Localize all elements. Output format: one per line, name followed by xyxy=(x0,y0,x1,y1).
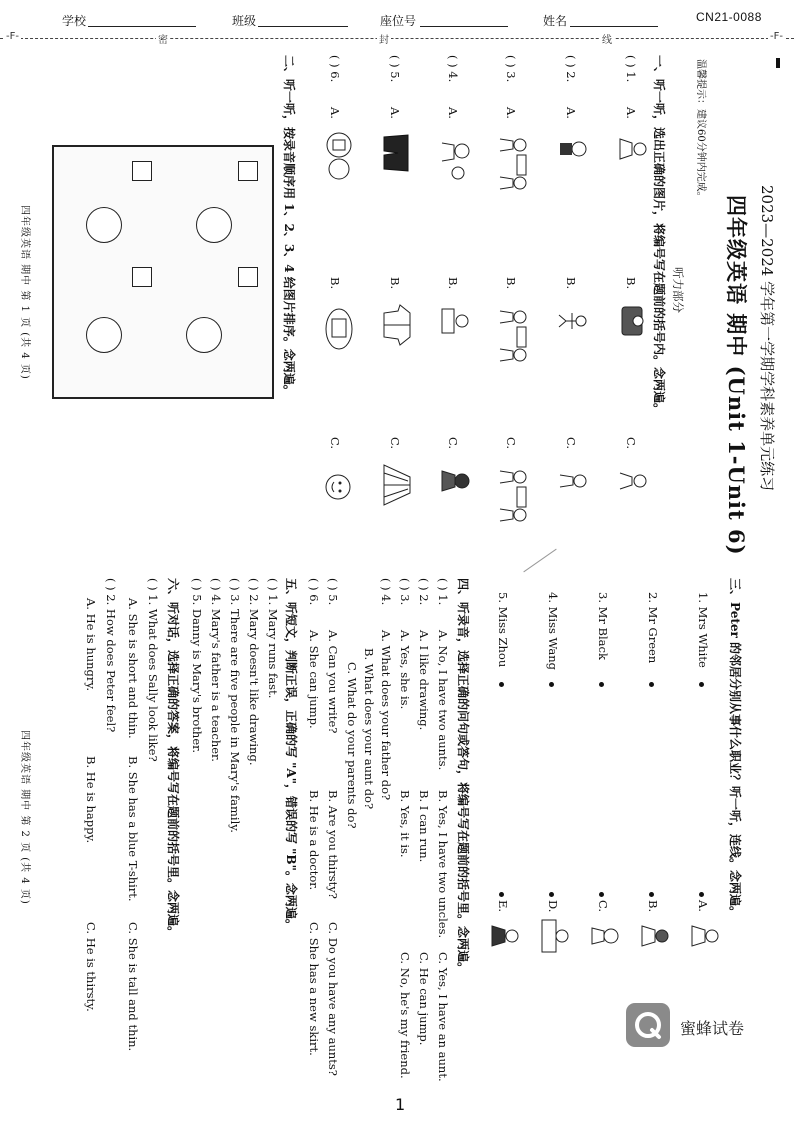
school-field[interactable] xyxy=(88,26,196,27)
s3-person-4: 4. Miss Wang xyxy=(546,592,560,670)
match-dot[interactable] xyxy=(699,682,704,687)
s1-item-1-number: ( ) 1. xyxy=(624,55,638,83)
match-dot[interactable] xyxy=(599,682,604,687)
s1-item-6-opt-a: A. xyxy=(328,107,342,119)
answer-box[interactable] xyxy=(238,267,258,287)
match-dot[interactable] xyxy=(549,892,554,897)
s4-item-6-number: ( ) 6. xyxy=(307,578,321,606)
match-dot[interactable] xyxy=(649,892,654,897)
section4-heading: 四、听录音，选择正确的问句或答句，将编号写在题前的括号里。念两遍。 xyxy=(456,578,470,975)
s1-item-5-opt-b: B. xyxy=(388,277,402,290)
worker-picture xyxy=(690,918,720,954)
s4-item-1-opt-b: B. Yes, I have two uncles. xyxy=(436,790,450,939)
s3-person-1: 1. Mrs White xyxy=(696,592,710,668)
s4-item-1-opt-c: C. Yes, I have an aunt. xyxy=(436,952,450,1082)
s1-item-4-opt-b: B. xyxy=(446,277,460,290)
kids-picture xyxy=(498,303,528,373)
kid-figure xyxy=(86,317,122,353)
s4-item-2-opt-b: B. I can run. xyxy=(417,790,431,863)
s6-item-1-question: ( ) 1. What does Sally look like? xyxy=(146,578,160,762)
s3-person-2: 2. Mr Green xyxy=(646,592,660,664)
page1-note: 温馨提示：建议60分钟内完成。 xyxy=(695,59,706,202)
cut-left-mark: -F- xyxy=(6,31,19,42)
match-dot[interactable] xyxy=(599,892,604,897)
s1-item-2-opt-b: B. xyxy=(564,277,578,290)
s1-item-4-opt-a: A. xyxy=(446,107,460,119)
s6-item-2-question: ( ) 2. How does Peter feel? xyxy=(104,578,118,733)
s4-item-5-opt-b: B. Are you thirsty? xyxy=(326,790,340,899)
skirt-picture xyxy=(382,463,412,507)
s5-item-5: ( ) 5. Danny is Mary's brother. xyxy=(190,578,204,754)
s1-item-4-opt-c: C. xyxy=(446,437,460,450)
match-dot[interactable] xyxy=(549,682,554,687)
s3-person-5: 5. Miss Zhou xyxy=(496,592,510,668)
bread-picture xyxy=(324,303,354,353)
kid-figure xyxy=(86,207,122,243)
s6-item-1-opt-c: C. She is tall and thin. xyxy=(126,922,140,1052)
s3-pic-a-label: A. xyxy=(696,900,710,912)
section3-heading: 三、Peter 的邻居分别从事什么职业？听一听，连线。念两遍。 xyxy=(728,578,742,919)
s1-item-1-opt-a: A. xyxy=(624,107,638,119)
s4-item-5-opt-c: C. Do you have any aunts? xyxy=(326,922,340,1076)
s4-item-5-number: ( ) 5. xyxy=(326,578,340,606)
exam-page-2 xyxy=(0,570,794,1082)
match-dot[interactable] xyxy=(499,682,504,687)
name-field[interactable] xyxy=(570,26,658,27)
kid-figure xyxy=(196,207,232,243)
s1-item-6-opt-c: C. xyxy=(328,437,342,450)
person-picture xyxy=(440,303,470,339)
answer-box[interactable] xyxy=(238,161,258,181)
person-picture xyxy=(440,131,470,191)
kids-picture xyxy=(498,463,528,533)
s3-pic-d-label: D. xyxy=(546,900,560,913)
person-picture xyxy=(618,131,648,167)
section2-heading: 二、听一听，按录音顺序用 1、2、3、4 给图片排序。念两遍。 xyxy=(282,55,296,397)
seat-field[interactable] xyxy=(420,26,508,27)
person-picture xyxy=(558,463,588,499)
match-dot[interactable] xyxy=(649,682,654,687)
class-label: 班级 xyxy=(232,14,257,28)
cut-char-mi: 密 xyxy=(156,31,170,46)
cut-char-feng: 封 xyxy=(377,31,391,46)
s1-item-1-opt-b: B. xyxy=(624,277,638,290)
s4-item-6-opt-a: A. She can jump. xyxy=(307,630,321,729)
s3-pic-c-label: C. xyxy=(596,900,610,913)
s4-item-2-opt-a: A. I like drawing. xyxy=(417,630,431,731)
s5-item-3: ( ) 3. There are five people in Mary's family. xyxy=(228,578,242,833)
worker-picture xyxy=(590,918,620,954)
name-label: 姓名 xyxy=(543,14,568,28)
s6-item-2-opt-c: C. He is thirsty. xyxy=(84,922,98,1012)
worker-picture xyxy=(640,918,670,954)
class-field[interactable] xyxy=(258,26,348,27)
page1-subtitle: 四年级英语 期中 (Unit 1-Unit 6) xyxy=(724,195,749,556)
worker-picture xyxy=(540,918,570,954)
person-picture xyxy=(558,131,588,167)
s4-item-1-number: ( ) 1. xyxy=(436,578,450,606)
s1-item-3-opt-c: C. xyxy=(504,437,518,450)
watermark-text: 蜜蜂试卷 xyxy=(680,1019,745,1038)
match-dot[interactable] xyxy=(699,892,704,897)
s1-item-1-opt-c: C. xyxy=(624,437,638,450)
section6-heading: 六、听对话，选择正确的答案，将编号写在题前的括号里。念两遍。 xyxy=(166,578,180,939)
s1-item-2-opt-a: A. xyxy=(564,107,578,119)
s4-item-4-number: ( ) 4. xyxy=(379,578,393,606)
s3-pic-b-label: B. xyxy=(646,900,660,913)
section5-heading: 五、听短文，判断正误，正确的写 "A"，错误的写 "B"。念两遍。 xyxy=(284,578,298,931)
listening-part-label: 听力部分 xyxy=(671,267,685,313)
person-picture xyxy=(440,463,470,499)
s3-person-3: 3. Mr Black xyxy=(596,592,610,660)
match-dot[interactable] xyxy=(499,892,504,897)
s4-item-4-opt-a: A. What does your father do? xyxy=(379,630,393,801)
page1-footer: 四年级英语 期中 第 1 页 (共 4 页) xyxy=(19,205,30,380)
person-picture xyxy=(618,463,648,499)
cut-right-mark: -F- xyxy=(770,31,783,42)
s3-pic-e-label: E. xyxy=(496,900,510,913)
s1-item-5-opt-a: A. xyxy=(388,107,402,119)
kid-figure xyxy=(186,317,222,353)
page-number: 1 xyxy=(395,1095,406,1114)
s4-item-6-opt-c: C. She has a new skirt. xyxy=(307,922,321,1056)
cut-dash-line xyxy=(0,38,794,39)
s1-item-6-number: ( ) 6. xyxy=(328,55,342,83)
ordering-scene-picture xyxy=(52,145,274,399)
s4-item-3-opt-b: B. Yes, it is. xyxy=(398,790,412,858)
s6-item-1-opt-a: A. She is short and thin. xyxy=(126,598,140,739)
s1-item-5-opt-c: C. xyxy=(388,437,402,450)
worker-picture xyxy=(490,918,520,954)
seat-label: 座位号 xyxy=(380,14,417,28)
page2-footer: 四年级英语 期中 第 2 页 (共 4 页) xyxy=(19,730,30,905)
s5-item-2: ( ) 2. Mary doesn't like drawing. xyxy=(247,578,261,766)
answer-box[interactable] xyxy=(132,161,152,181)
s4-item-1-opt-a: A. No, I have two aunts. xyxy=(436,630,450,771)
s5-item-4: ( ) 4. Mary's father is a teacher. xyxy=(209,578,223,762)
s5-item-1: ( ) 1. Mary runs fast. xyxy=(266,578,280,699)
s4-item-4-opt-c: C. What do your parents do? xyxy=(345,662,359,829)
shorts-picture xyxy=(382,131,412,175)
kids-picture xyxy=(498,131,528,201)
s4-item-4-opt-b: B. What does your aunt do? xyxy=(362,648,376,810)
s4-item-3-opt-c: C. No, he's my friend. xyxy=(398,952,412,1079)
cut-char-xian: 线 xyxy=(600,31,614,46)
s4-item-3-number: ( ) 3. xyxy=(398,578,412,606)
s4-item-2-number: ( ) 2. xyxy=(417,578,431,606)
s6-item-2-opt-a: A. He is hungry. xyxy=(84,598,98,692)
s4-item-3-opt-a: A. Yes, she is. xyxy=(398,630,412,710)
bee-logo-icon xyxy=(626,1003,670,1047)
s4-item-2-opt-c: C. He can jump. xyxy=(417,952,431,1046)
s6-item-2-opt-b: B. He is happy. xyxy=(84,756,98,844)
person-picture xyxy=(558,303,588,339)
s4-item-6-opt-b: B. He is a doctor. xyxy=(307,790,321,891)
person-picture xyxy=(618,303,648,339)
cup-picture xyxy=(324,131,354,181)
s6-item-1-opt-b: B. She has a blue T-shirt. xyxy=(126,756,140,902)
s1-item-3-opt-a: A. xyxy=(504,107,518,119)
answer-box[interactable] xyxy=(132,267,152,287)
section1-heading: 一、听一听，选出正确的图片，将编号写在题前的括号内。念两遍。 xyxy=(652,55,666,416)
s1-item-6-opt-b: B. xyxy=(328,277,342,290)
s1-item-4-number: ( ) 4. xyxy=(446,55,460,83)
s4-item-5-opt-a: A. Can you write? xyxy=(326,630,340,734)
school-label: 学校 xyxy=(62,14,87,28)
s1-item-3-opt-b: B. xyxy=(504,277,518,290)
s1-item-2-number: ( ) 2. xyxy=(564,55,578,83)
page1-title: 2023—2024 学年第一学期学科素养单元练习 xyxy=(758,185,776,492)
paper-code: CN21-0088 xyxy=(696,10,762,24)
s1-item-2-opt-c: C. xyxy=(564,437,578,450)
coat-picture xyxy=(382,303,412,347)
face-picture xyxy=(324,463,354,513)
s1-item-3-number: ( ) 3. xyxy=(504,55,518,83)
s1-item-5-number: ( ) 5. xyxy=(388,55,402,83)
exam-page-1 xyxy=(0,45,794,560)
